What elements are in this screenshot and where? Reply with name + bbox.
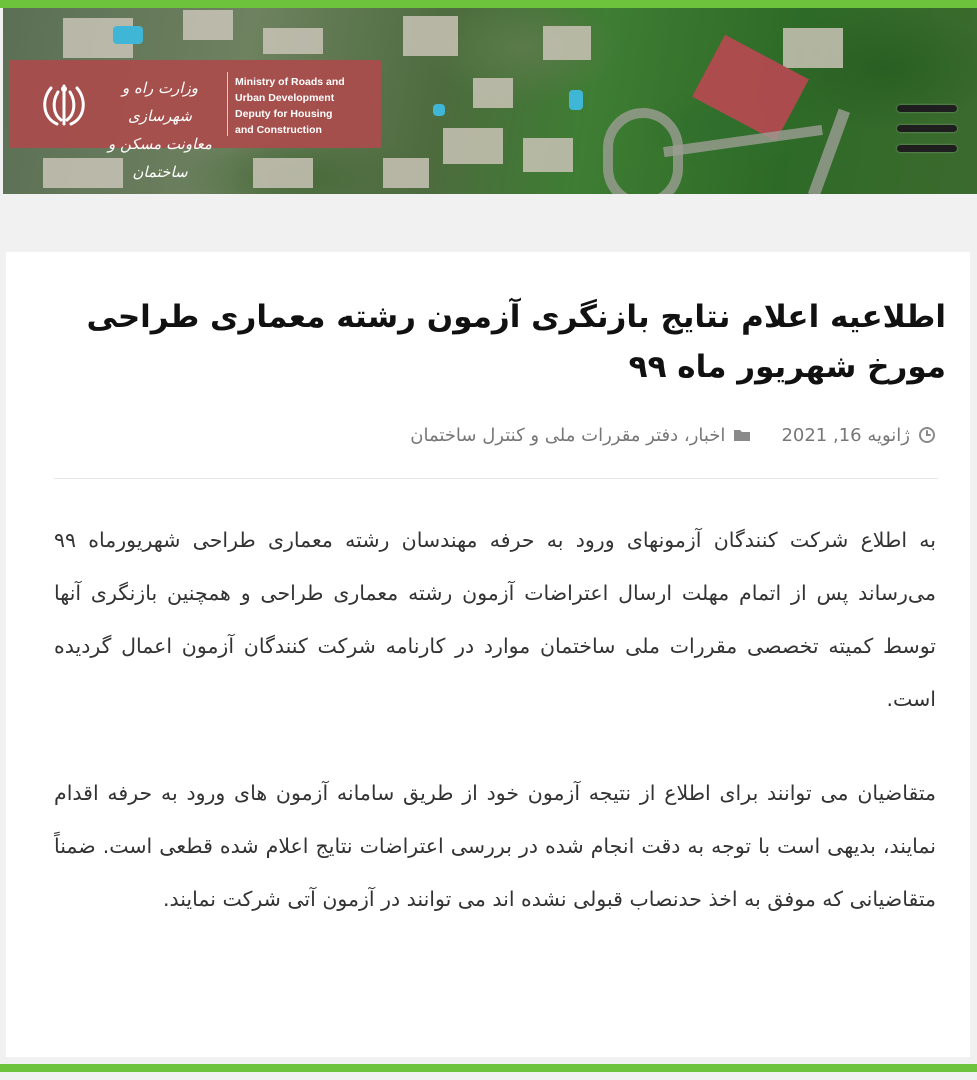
logo-english-line: Deputy for Housing [235, 108, 333, 120]
category-link-news[interactable]: اخبار [689, 424, 726, 446]
clock-icon [918, 426, 936, 444]
category-link-building-regulations[interactable]: دفتر مقررات ملی و کنترل ساختمان [410, 424, 679, 446]
aerial-texture [253, 158, 313, 188]
aerial-texture [113, 26, 143, 44]
article-date: ژانویه 16, 2021 [781, 424, 910, 446]
logo-english-line: and Construction [235, 124, 322, 136]
aerial-texture [403, 16, 458, 56]
aerial-texture [523, 138, 573, 172]
logo-persian-line: وزارت راه و شهرسازی [121, 79, 199, 125]
hamburger-menu-icon[interactable] [893, 103, 961, 161]
aerial-texture [783, 28, 843, 68]
category-separator: ، [678, 424, 690, 446]
logo-divider [227, 72, 228, 136]
logo-persian-line: معاونت مسکن و ساختمان [108, 135, 212, 181]
aerial-texture [808, 109, 850, 194]
article-title: اطلاعیه اعلام نتایج بازنگری آزمون رشته معماری طراحی مورخ شهریور ماه ۹۹ [86, 299, 946, 385]
aerial-texture [263, 28, 323, 54]
logo-english-line: Urban Development [235, 92, 335, 104]
article-meta [246, 420, 936, 450]
aerial-texture [183, 10, 233, 40]
site-header [3, 8, 977, 194]
meta-divider [54, 478, 938, 479]
article-categories [410, 425, 725, 446]
aerial-texture [473, 78, 513, 108]
logo-persian-text [99, 74, 221, 181]
bottom-accent-strip [0, 1064, 977, 1072]
folder-icon [733, 426, 751, 444]
site-logo[interactable] [9, 60, 381, 181]
logo-english-text [235, 74, 375, 138]
aerial-texture [383, 158, 429, 188]
menu-bar [897, 145, 957, 152]
menu-bar [897, 125, 957, 132]
article-card [6, 252, 970, 1057]
aerial-texture [433, 104, 445, 116]
top-accent-strip [0, 0, 977, 8]
article-paragraph: به اطلاع شرکت کنندگان آزمونهای ورود به حرفه مهندسان رشته معماری طراحی شهریورماه ۹۹ می‌رساند پس از اتمام مهلت ارسال اعتراضات آزمون رشته معماری طراحی و همچنین بازنگری آنها توسط کمیته تخصصی مقررات ملی ساختمان موارد در کارنامه شرکت کنندگان آزمون اعمال گردیده است. [54, 528, 936, 711]
aerial-texture [569, 90, 583, 110]
aerial-texture [443, 128, 503, 164]
menu-bar [897, 105, 957, 112]
iran-emblem-icon [39, 82, 89, 130]
aerial-texture [543, 26, 591, 60]
aerial-texture [663, 125, 823, 157]
article-paragraph: متقاضیان می توانند برای اطلاع از نتیجه آزمون خود از طریق سامانه آزمون های ورود به حرفه اقدام نمایند، بدیهی است با توجه به دقت انجام شده در بررسی اعتراضات نتایج اعلام شده قطعی است. ضمناً متقاضیانی که موفق به اخذ حدنصاب قبولی نشده اند می توانند در آزمون آتی شرکت نمایند. [54, 781, 936, 911]
logo-english-line: Ministry of Roads and [235, 76, 345, 88]
